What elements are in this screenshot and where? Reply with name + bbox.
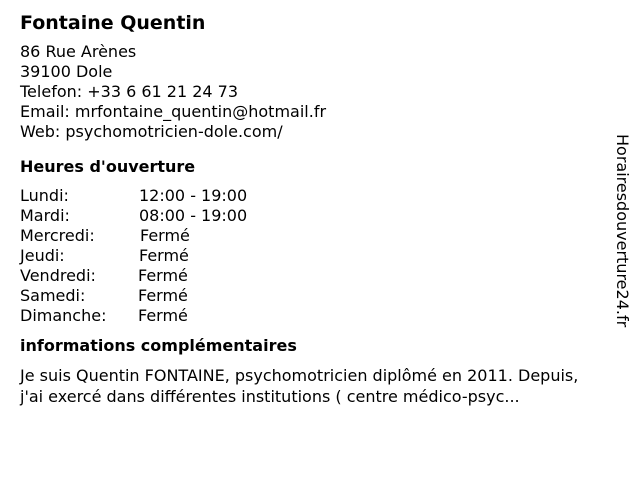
hours-row-lundi — [20, 186, 600, 206]
address-city: 39100 Dole — [20, 62, 113, 81]
opening-hours-table — [20, 186, 600, 326]
day-label: Samedi: — [20, 286, 86, 305]
contact-block — [20, 42, 600, 142]
opening-hours-heading: Heures d'ouverture — [20, 157, 196, 176]
day-label: Lundi: — [20, 186, 69, 205]
hours-row-mardi — [20, 206, 600, 226]
address-street: 86 Rue Arènes — [20, 42, 137, 61]
day-label: Vendredi: — [20, 266, 96, 285]
hours-row-mercredi — [20, 226, 600, 246]
time-value: 12:00 - 19:00 — [139, 186, 248, 205]
business-name: Fontaine Quentin — [20, 12, 206, 34]
time-value: Fermé — [138, 286, 188, 305]
time-value: Fermé — [139, 246, 189, 265]
hours-row-samedi — [20, 286, 600, 306]
additional-info-heading: informations complémentaires — [20, 336, 297, 355]
description-text: Je suis Quentin FONTAINE, psychomotricien diplômé en 2011. Depuis, j'ai exercé dans différentes institutions ( centre médico-psyc... — [20, 366, 579, 406]
email-line: Email: mrfontaine_quentin@hotmail.fr — [20, 102, 327, 121]
day-label: Dimanche: — [20, 306, 107, 325]
day-label: Jeudi: — [20, 246, 65, 265]
day-label: Mardi: — [20, 206, 70, 225]
day-label: Mercredi: — [20, 226, 95, 245]
phone-line: Telefon: +33 6 61 21 24 73 — [20, 82, 239, 101]
hours-row-vendredi — [20, 266, 600, 286]
web-line: Web: psychomotricien-dole.com/ — [20, 122, 283, 141]
hours-row-dimanche — [20, 306, 600, 326]
time-value: 08:00 - 19:00 — [139, 206, 248, 225]
business-card — [20, 10, 600, 423]
time-value: Fermé — [138, 306, 188, 325]
time-value: Fermé — [138, 266, 188, 285]
hours-row-jeudi — [20, 246, 600, 266]
site-watermark: Horairesdouverture24.fr — [613, 134, 632, 328]
time-value: Fermé — [140, 226, 190, 245]
